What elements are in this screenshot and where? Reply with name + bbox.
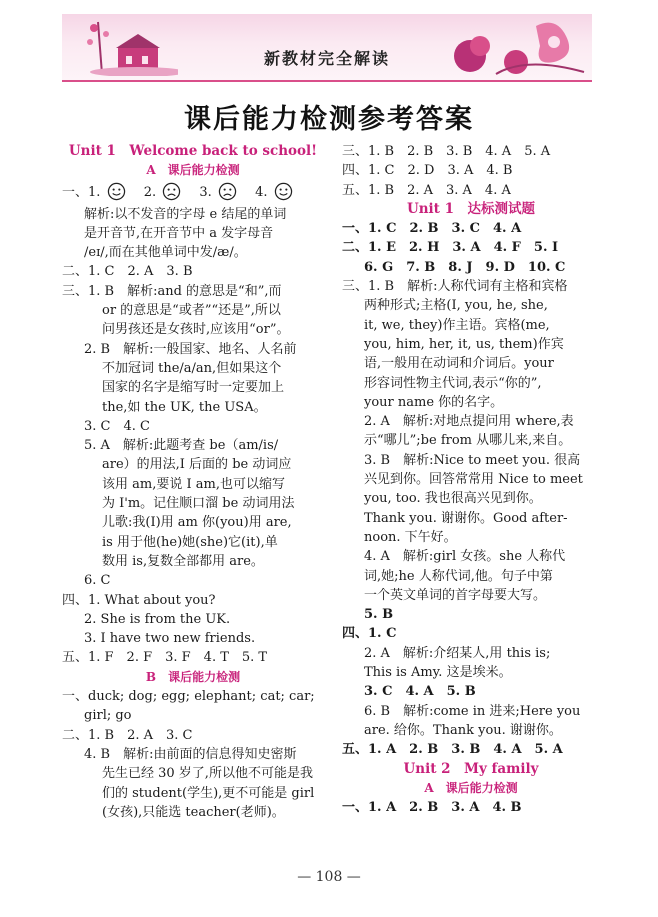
happy-face-icon [107, 182, 126, 201]
answer-line: 五、1. B 2. A 3. A 4. A [342, 182, 511, 198]
answer-line: is 用于他(he)她(she)它(it),单 [102, 534, 278, 550]
answer-line: it, we, they)作主语。宾格(me, [364, 317, 550, 333]
answer-line: 兴见到你。回答常常用 Nice to meet [364, 472, 583, 488]
answer-line: Thank you. 谢谢你。Good after- [364, 510, 568, 526]
smiley-answer-row [62, 181, 324, 205]
answer-line: 两种形式;主格(I, you, he, she, [364, 298, 548, 314]
answer-line: 示“哪儿”;be from 从哪儿来,来自。 [364, 433, 572, 449]
answer-line: (女孩),只能选 teacher(老师)。 [102, 804, 285, 820]
answer-line: 词,她;he 人称代词,他。句子中第 [364, 568, 553, 584]
section-heading: A 课后能力检测 [424, 780, 518, 795]
answer-line: 4. B 解析:由前面的信息得知史密斯 [84, 746, 297, 762]
answer-line: 五、1. F 2. F 3. F 4. T 5. T [62, 650, 268, 666]
unit-heading: Unit 2 My family [403, 760, 539, 777]
answer-line: are）的用法,I 后面的 be 动词应 [102, 457, 292, 473]
answer-line: 2. A 解析:介绍某人,用 this is; [364, 645, 551, 661]
answer-line: 儿歌:我(I)用 am 你(you)用 are, [102, 515, 292, 531]
page-title: 课后能力检测参考答案 [184, 104, 474, 135]
answer-line: 一、duck; dog; egg; elephant; cat; car; [62, 689, 315, 705]
answer-line: 形容词性物主代词,表示“你的”, [364, 375, 542, 391]
answer-line: 问男孩还是女孩时,应该用“or”。 [102, 322, 290, 338]
answer-line: 三、1. B 解析:人称代词有主格和宾格 [342, 279, 568, 295]
unit-heading: Unit 1 达标测试题 [406, 200, 536, 217]
answer-line: 二、1. C 2. A 3. B [62, 264, 193, 280]
section-heading: B 课后能力检测 [145, 669, 241, 684]
answer-line: 四、1. C 2. D 3. A 4. B [342, 163, 513, 179]
answer-line: or 的意思是“或者”“还是”,所以 [102, 303, 281, 319]
question-number: 4. [255, 184, 268, 200]
answer-line: 四、1. C [342, 626, 397, 642]
answer-line: 二、1. B 2. A 3. C [62, 727, 193, 743]
right-column [342, 142, 600, 817]
answer-line: 们的 student(学生),更不可能是 girl [102, 785, 315, 801]
answer-line: This is Amy. 这是埃米。 [364, 665, 512, 681]
answer-line: 是开音节,在开音节中 a 发字母音 [84, 225, 274, 241]
answer-line: 6. C [84, 573, 111, 589]
answer-line: 2. She is from the UK. [84, 611, 231, 627]
question-number: 一、1. [62, 184, 101, 200]
answer-line: 解析:以不发音的字母 e 结尾的单词 [84, 206, 287, 222]
answer-line: 5. A 解析:此题考查 be（am/is/ [84, 438, 279, 454]
answer-line: 6. B 解析:come in 进来;Here you [364, 703, 581, 719]
answer-line: 一个英文单词的首字母要大写。 [364, 587, 547, 603]
answer-line: girl; go [84, 708, 132, 724]
section-heading: A 课后能力检测 [146, 163, 240, 178]
sad-face-icon [162, 182, 181, 201]
answer-line: your name 你的名字。 [364, 394, 504, 410]
answer-line: 四、1. What about you? [62, 592, 216, 608]
question-number: 2. [143, 184, 157, 200]
page-number: — 108 — [297, 869, 361, 885]
answer-line: 三、1. B 解析:and 的意思是“和”,而 [62, 283, 282, 299]
question-number: 3. [199, 184, 212, 200]
answer-line: 二、1. E 2. H 3. A 4. F 5. I [342, 240, 559, 256]
left-column [62, 142, 324, 822]
happy-face-icon [274, 182, 293, 201]
answer-line: 不加冠词 the/a/an,但如果这个 [102, 360, 282, 376]
answer-line: 2. A 解析:对地点提问用 where,表 [364, 414, 574, 430]
answer-line: 五、1. A 2. B 3. B 4. A 5. A [342, 742, 563, 758]
book-title: 新教材完全解读 [263, 49, 390, 68]
answer-line: 国家的名字是缩写时一定要加上 [102, 380, 285, 396]
answer-line: 数用 is,复数全部都用 are。 [102, 553, 264, 569]
answer-line: 4. A 解析:girl 女孩。she 人称代 [364, 549, 566, 565]
answer-line: you, too. 我也很高兴见到你。 [364, 491, 542, 507]
answer-line: 2. B 解析:一般国家、地名、人名前 [84, 341, 297, 357]
answer-line: 三、1. B 2. B 3. B 4. A 5. A [342, 144, 551, 159]
answer-line: 6. G 7. B 8. J 9. D 10. C [364, 259, 566, 275]
answer-line: 3. C 4. A 5. B [364, 684, 476, 700]
answer-line: 先生已经 30 岁了,所以他不可能是我 [102, 766, 313, 782]
answer-line: are. 给你。Thank you. 谢谢你。 [364, 722, 562, 738]
answer-line: 一、1. A 2. B 3. A 4. B [342, 800, 522, 816]
answer-line: 该用 am,要说 I am,也可以缩写 [102, 476, 285, 492]
answer-line: 语,一般用在动词和介词后。your [364, 356, 554, 372]
answer-line: 一、1. C 2. B 3. C 4. A [342, 221, 522, 237]
sad-face-icon [218, 182, 237, 201]
answer-line: you, him, her, it, us, them)作宾 [364, 336, 564, 352]
answer-line: 3. I have two new friends. [84, 631, 256, 647]
answer-line: /eɪ/,而在其他单词中发/æ/。 [84, 245, 247, 261]
answer-line: the,如 the UK, the USA。 [102, 399, 267, 415]
answer-line: 为 I'm。记住顺口溜 be 动词用法 [102, 496, 295, 512]
answer-line: noon. 下午好。 [364, 529, 457, 545]
answer-line: 5. B [364, 607, 394, 623]
answer-line: 3. C 4. C [84, 418, 150, 434]
unit-heading: Unit 1 Welcome back to school! [68, 143, 318, 159]
page-header [62, 14, 592, 82]
answer-line: 3. B 解析:Nice to meet you. 很高 [364, 452, 581, 468]
